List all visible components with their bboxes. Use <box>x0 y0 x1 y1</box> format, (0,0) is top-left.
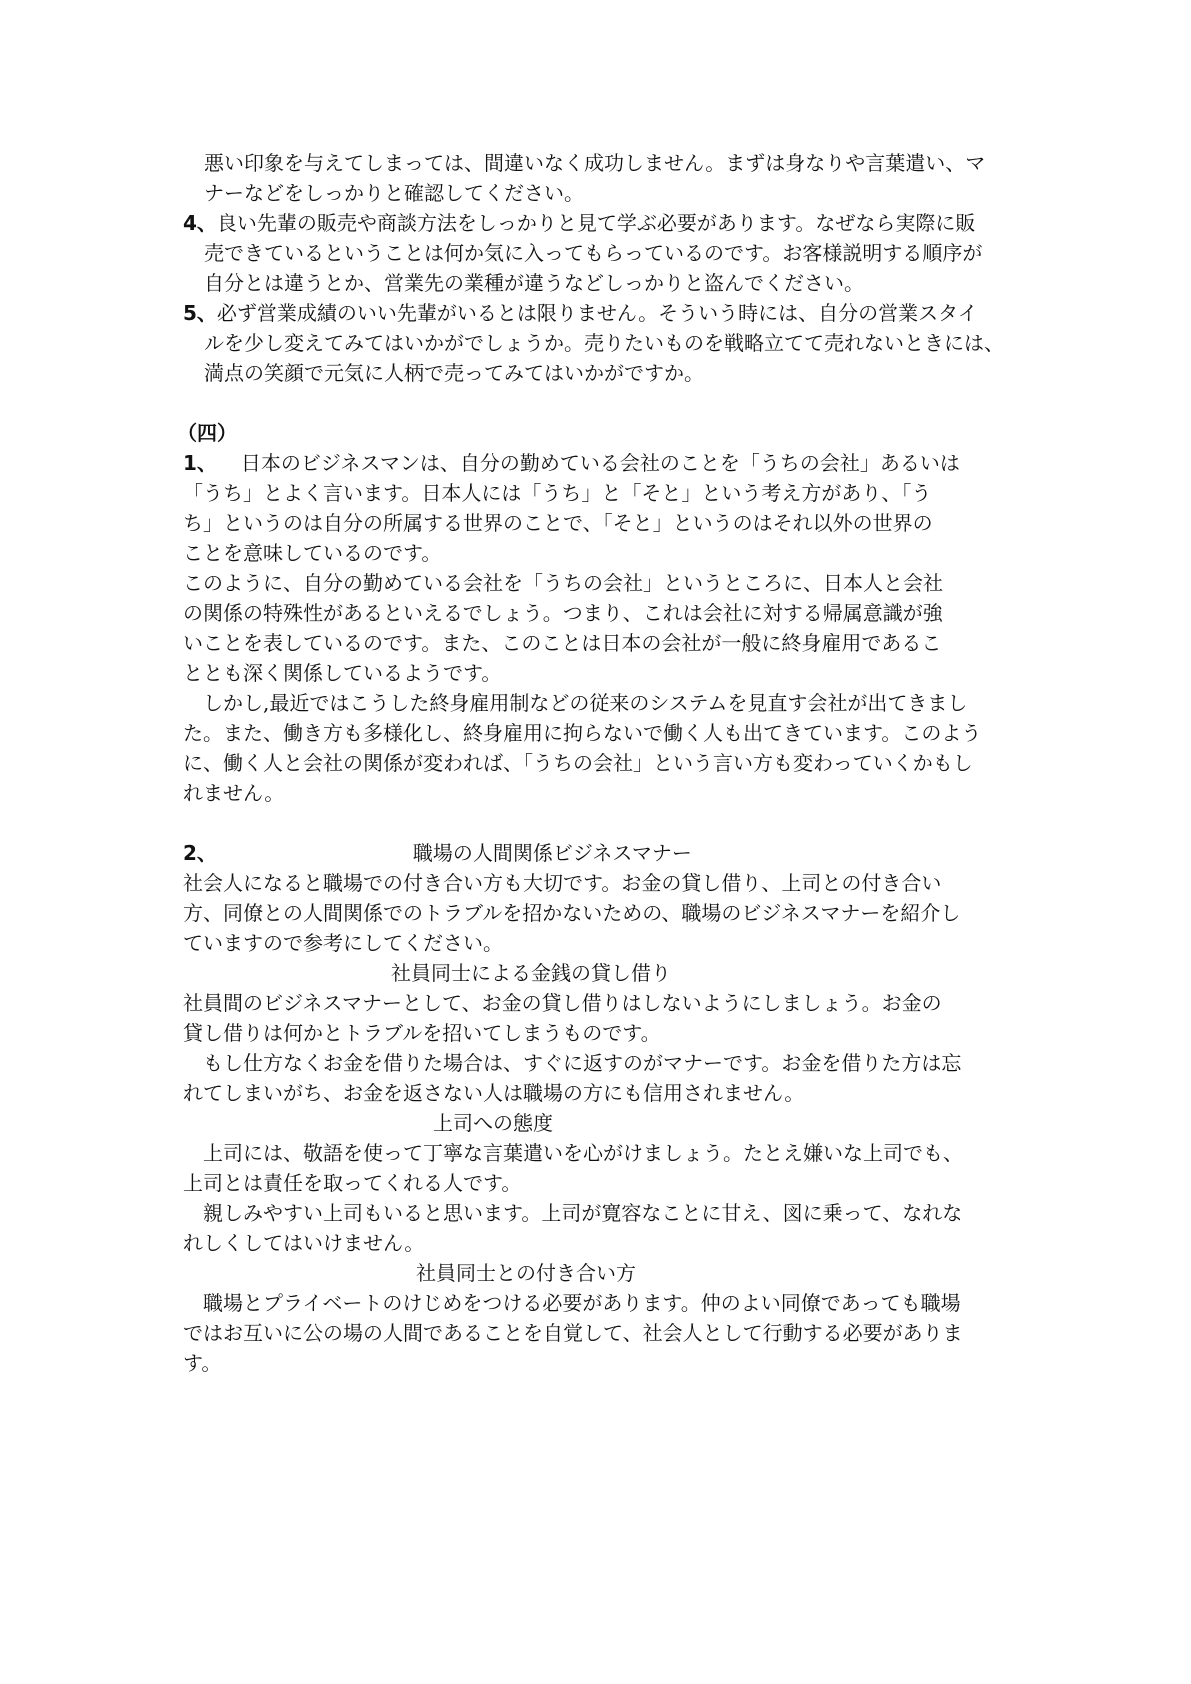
paragraph-line: 社員間のビジネスマナーとして、お金の貸し借りはしないようにしましょう。お金の <box>183 991 942 1015</box>
list-item-4 <box>183 208 1043 238</box>
paragraph-line: 悪い印象を与えてしまっては、間違いなく成功しません。まずは身なりや言葉遣い、マ <box>204 151 986 175</box>
paragraph-line: 日本のビジネスマンは、自分の勤めている会社のことを「うちの会社」あるいは <box>220 451 960 475</box>
section-heading: （四） <box>177 421 237 445</box>
spacer <box>183 388 1043 418</box>
paragraph-line: 満点の笑顔で元気に人柄で売ってみてはいかがですか。 <box>204 361 704 385</box>
paragraph-line: に、働く人と会社の関係が変われば、「うちの会社」という言い方も変わっていくかもし <box>183 751 973 775</box>
paragraph-line: ナーなどをしっかりと確認してください。 <box>204 181 584 205</box>
paragraph-line: 上司には、敬語を使って丁寧な言葉遣いを心がけましょう。たとえ嫌いな上司でも、 <box>183 1141 963 1165</box>
list-item-1 <box>183 448 1043 478</box>
paragraph-line: もし仕方なくお金を借りた場合は、すぐに返すのがマナーです。お金を借りた方は忘 <box>183 1051 962 1075</box>
paragraph-line: ていますので参考にしてください。 <box>183 931 503 955</box>
paragraph-line: 「うち」とよく言います。日本人には「うち」と「そと」という考え方があり、「う <box>183 481 932 505</box>
paragraph-line: た。また、働き方も多様化し、終身雇用に拘らないで働く人も出てきています。このよう <box>183 721 982 745</box>
item-number: 2、 <box>183 841 217 865</box>
subsection-title: 上司への態度 <box>433 1111 553 1135</box>
paragraph-line: ととも深く関係しているようです。 <box>183 661 502 685</box>
paragraph-line: ことを意味しているのです。 <box>183 541 442 565</box>
subsection-title: 社員同士による金銭の貸し借り <box>391 961 671 985</box>
paragraph-line: 親しみやすい上司もいると思います。上司が寛容なことに甘え、図に乗って、なれな <box>183 1201 963 1225</box>
paragraph-line: 自分とは違うとか、営業先の業種が違うなどしっかりと盗んでください。 <box>204 271 864 295</box>
spacer <box>183 808 1043 838</box>
paragraph-line: 必ず営業成績のいい先輩がいるとは限りません。そういう時には、自分の営業スタイ <box>216 301 978 325</box>
item-number: 5、 <box>183 301 217 325</box>
paragraph-line: 職場とプライベートのけじめをつける必要があります。仲のよい同僚であっても職場 <box>183 1291 961 1315</box>
paragraph-line: ち」というのは自分の所属する世界のことで、「そと」というのはそれ以外の世界の <box>183 511 933 535</box>
paragraph-line: 売できているということは何か気に入ってもらっているのです。お客様説明する順序が <box>204 241 983 265</box>
paragraph-line: ルを少し変えてみてはいかがでしょうか。売りたいものを戦略立てて売れないときには、 <box>204 331 1004 355</box>
list-item-5 <box>183 298 1043 328</box>
paragraph-line: いことを表しているのです。また、このことは日本の会社が一般に終身雇用であるこ <box>183 631 942 655</box>
item-number: 1、 <box>183 451 207 475</box>
paragraph-line: れしくしてはいけません。 <box>183 1231 425 1255</box>
paragraph-line: す。 <box>183 1351 222 1375</box>
paragraph-line: 貸し借りは何かとトラブルを招いてしまうものです。 <box>183 1021 661 1045</box>
subsection-title: 職場の人間関係ビジネスマナー <box>412 841 692 865</box>
paragraph-line: れてしまいがち、お金を返さない人は職場の方にも信用されません。 <box>183 1081 805 1105</box>
subsection-title: 社員同士との付き合い方 <box>416 1261 636 1285</box>
paragraph-line: れません。 <box>183 781 285 805</box>
paragraph-line: ではお互いに公の場の人間であることを自覚して、社会人として行動する必要がありま <box>183 1321 963 1345</box>
paragraph-line: 方、同僚との人間関係でのトラブルを招かないための、職場のビジネスマナーを紹介し <box>183 901 961 925</box>
paragraph-line: 良い先輩の販売や商談方法をしっかりと見て学ぶ必要があります。なぜなら実際に販 <box>216 211 976 235</box>
list-item-2 <box>183 838 1043 868</box>
paragraph-line: このように、自分の勤めている会社を「うちの会社」というところに、日本人と会社 <box>183 571 943 595</box>
paragraph-line: 社会人になると職場での付き合い方も大切です。お金の貸し借り、上司との付き合い <box>183 871 942 895</box>
paragraph-line: 上司とは責任を取ってくれる人です。 <box>183 1171 522 1195</box>
item-number: 4、 <box>183 211 217 235</box>
paragraph-line: の関係の特殊性があるといえるでしょう。つまり、これは会社に対する帰属意識が強 <box>183 601 943 625</box>
paragraph-line: しかし,最近ではこうした終身雇用制などの従来のシステムを見直す会社が出てきまし <box>183 691 968 715</box>
document-body <box>177 148 1043 1378</box>
